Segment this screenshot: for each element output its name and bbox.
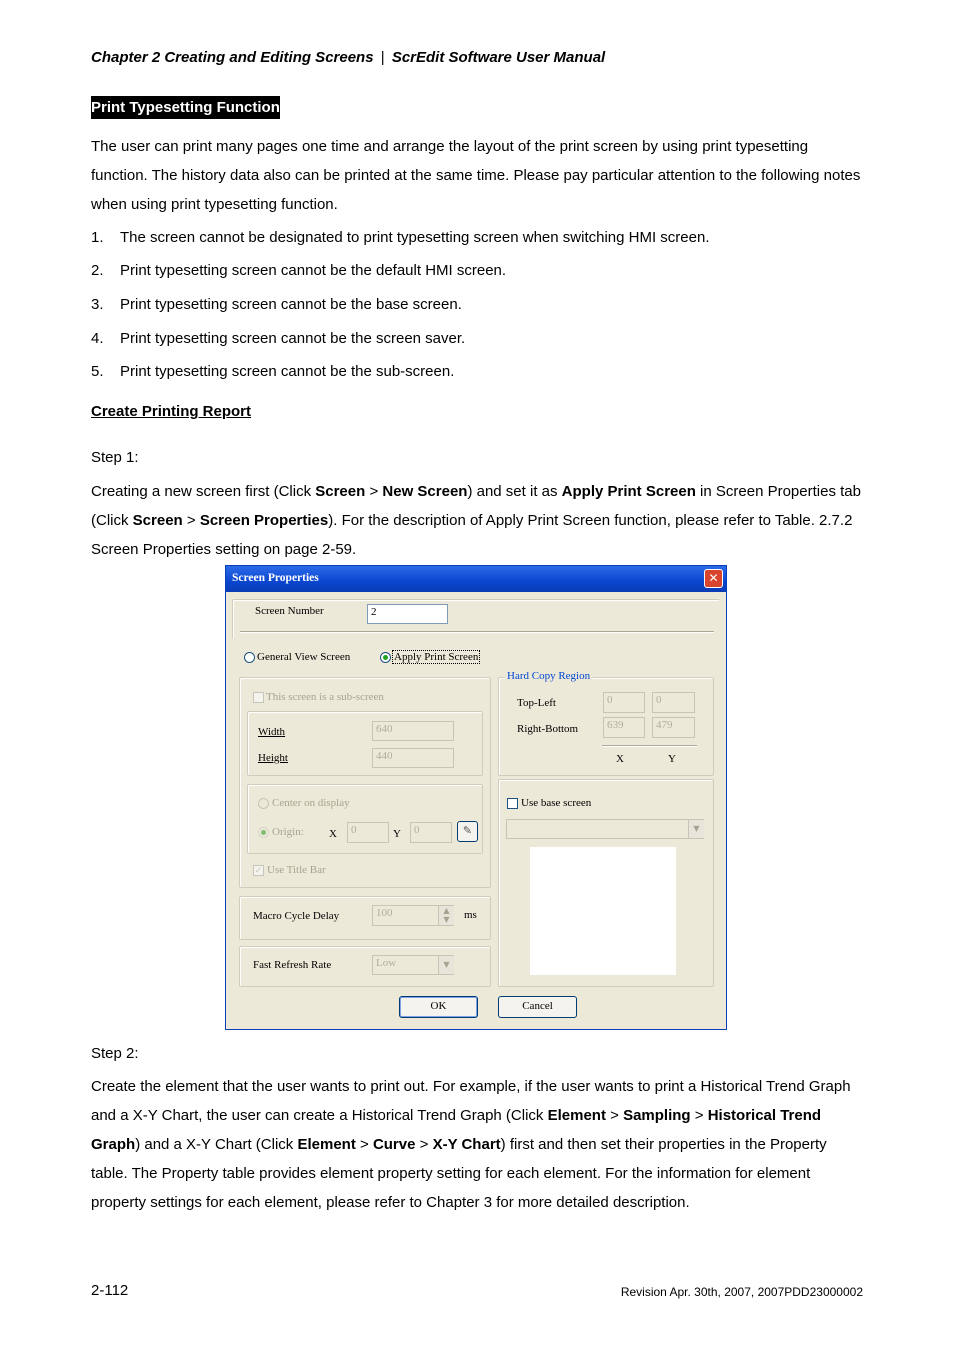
hard-copy-title: Hard Copy Region [507, 670, 591, 682]
column-y-label: Y [668, 753, 676, 765]
subscreen-label: This screen is a sub-screen [266, 691, 384, 703]
text-run: in Screen Properties tab (Click [91, 483, 861, 529]
base-screen-preview [530, 847, 676, 975]
text-run: Create the element that the user wants to print out. For example, if the user wants to print a Historical Trend Graph and a X-Y Chart, the user can create a Historical Trend Graph (Click [91, 1078, 851, 1124]
macro-label: Macro Cycle Delay [253, 910, 340, 922]
bold-run: Screen [132, 512, 183, 529]
note-item [91, 229, 710, 247]
title-bar-checkbox[interactable]: ✓ [254, 865, 263, 875]
note-number: 4. [91, 330, 104, 347]
note-text: Print typesetting screen cannot be the default HMI screen. [120, 262, 507, 279]
note-item [91, 330, 465, 348]
step2-label: Step 2: [91, 1045, 139, 1062]
top-left-x-input[interactable]: 0 [603, 692, 645, 713]
origin-y-input[interactable]: 0 [410, 822, 452, 843]
origin-label: Origin: [272, 826, 304, 838]
title-bar-label: Use Title Bar [267, 864, 326, 876]
step1-paragraph [91, 477, 866, 564]
screen-number-input[interactable]: 2 [367, 604, 448, 624]
bold-run: Screen Properties [199, 512, 329, 529]
bold-run: X-Y Chart [432, 1136, 501, 1153]
dialog-title: Screen Properties [232, 572, 319, 584]
column-x-label: X [616, 753, 624, 765]
right-bottom-y-input[interactable]: 479 [652, 717, 695, 738]
page-header [91, 49, 605, 66]
use-base-label: Use base screen [521, 797, 592, 809]
text-run: ) first and then set their properties in the Property table. The Property table provides element property setting for each element. For the information for element property settings for each element, please refer to Chapter 3 for more detailed description. [91, 1136, 827, 1211]
macro-unit: ms [464, 909, 477, 921]
bold-run: Apply Print Screen [561, 483, 696, 500]
note-item [91, 296, 462, 314]
dialog-titlebar [226, 566, 726, 592]
bold-run: Element [297, 1136, 356, 1153]
right-bottom-label: Right-Bottom [517, 723, 579, 735]
pick-position-icon[interactable]: ✎ [457, 821, 478, 842]
top-left-y-input[interactable]: 0 [652, 692, 695, 713]
subscreen-group [239, 677, 491, 888]
note-number: 2. [91, 262, 104, 279]
ok-button[interactable]: OK [399, 996, 478, 1018]
divider [602, 745, 697, 747]
right-bottom-x-input[interactable]: 639 [603, 717, 645, 738]
text-run: > [690, 1107, 708, 1124]
bold-run: Element [547, 1107, 606, 1124]
origin-y-label: Y [393, 828, 401, 840]
note-item [91, 363, 454, 381]
chapter-title: Chapter 2 Creating and Editing Screens [91, 49, 374, 66]
close-icon[interactable]: ✕ [704, 569, 723, 588]
chevron-down-icon[interactable]: ▼ [438, 956, 454, 974]
text-run: > [365, 483, 383, 500]
general-view-radio[interactable] [244, 652, 255, 663]
text-run: ) and a X-Y Chart (Click [135, 1136, 298, 1153]
bold-run: New Screen [382, 483, 468, 500]
screen-properties-dialog [225, 565, 727, 1030]
subheading: Create Printing Report [91, 403, 252, 420]
note-number: 1. [91, 229, 104, 246]
origin-x-label: X [329, 828, 337, 840]
page-number: 2-112 [91, 1282, 129, 1299]
refresh-label: Fast Refresh Rate [253, 959, 332, 971]
section-title: Print Typesetting Function [91, 96, 280, 119]
text-run: Creating a new screen first (Click [91, 483, 316, 500]
base-screen-select[interactable] [506, 819, 704, 839]
bold-run: Historical Trend Graph [91, 1107, 822, 1153]
note-text: The screen cannot be designated to print typesetting screen when switching HMI screen. [120, 229, 710, 246]
bold-run: Curve [372, 1136, 416, 1153]
divider [240, 631, 714, 633]
width-input[interactable]: 640 [372, 721, 454, 741]
text-run: ). For the description of Apply Print Screen function, please refer to Table. 2.7.2 Screen Properties setting on page 2-59. [91, 512, 853, 558]
note-text: Print typesetting screen cannot be the sub-screen. [120, 363, 455, 380]
text-run: > [355, 1136, 373, 1153]
height-input[interactable]: 440 [372, 748, 454, 768]
position-group [247, 784, 483, 854]
origin-radio[interactable] [258, 827, 269, 838]
width-label: Width [258, 726, 286, 738]
step2-paragraph [91, 1072, 866, 1217]
height-label: Height [258, 752, 288, 764]
general-view-label: General View Screen [257, 651, 351, 663]
center-display-label: Center on display [272, 797, 350, 809]
cancel-button[interactable]: Cancel [498, 996, 577, 1018]
note-number: 3. [91, 296, 104, 313]
note-text: Print typesetting screen cannot be the base screen. [120, 296, 462, 313]
use-base-checkbox[interactable] [507, 798, 518, 809]
manual-title: ScrEdit Software User Manual [391, 49, 606, 66]
refresh-select[interactable]: Low [372, 955, 454, 975]
note-number: 5. [91, 363, 104, 380]
header-separator: | [380, 49, 385, 66]
macro-input[interactable]: 100 [372, 905, 454, 926]
note-text: Print typesetting screen cannot be the screen saver. [120, 330, 466, 347]
text-run: > [182, 512, 200, 529]
apply-print-radio[interactable] [380, 652, 391, 663]
note-item [91, 262, 506, 280]
screen-number-label: Screen Number [255, 605, 324, 617]
text-run: > [605, 1107, 624, 1124]
step1-label: Step 1: [91, 449, 139, 466]
center-display-radio[interactable] [258, 798, 269, 809]
revision-text: Revision Apr. 30th, 2007, 2007PDD23000002 [620, 1285, 863, 1299]
top-left-label: Top-Left [517, 697, 556, 709]
subscreen-checkbox[interactable] [253, 692, 264, 703]
text-run: ) and set it as [467, 483, 562, 500]
spinner-arrows-icon[interactable]: ▲ ▼ [438, 906, 454, 925]
chevron-down-icon[interactable]: ▼ [688, 820, 704, 838]
intro-paragraph: The user can print many pages one time and arrange the layout of the print screen by using print typesetting function. The history data also can be printed at the same time. Please pay particular attention to the following notes when using print typesetting function. [91, 138, 861, 213]
bold-run: Screen [315, 483, 366, 500]
origin-x-input[interactable]: 0 [347, 822, 389, 843]
bold-run: Sampling [623, 1107, 691, 1124]
apply-print-label: Apply Print Screen [394, 651, 479, 663]
text-run: > [415, 1136, 433, 1153]
